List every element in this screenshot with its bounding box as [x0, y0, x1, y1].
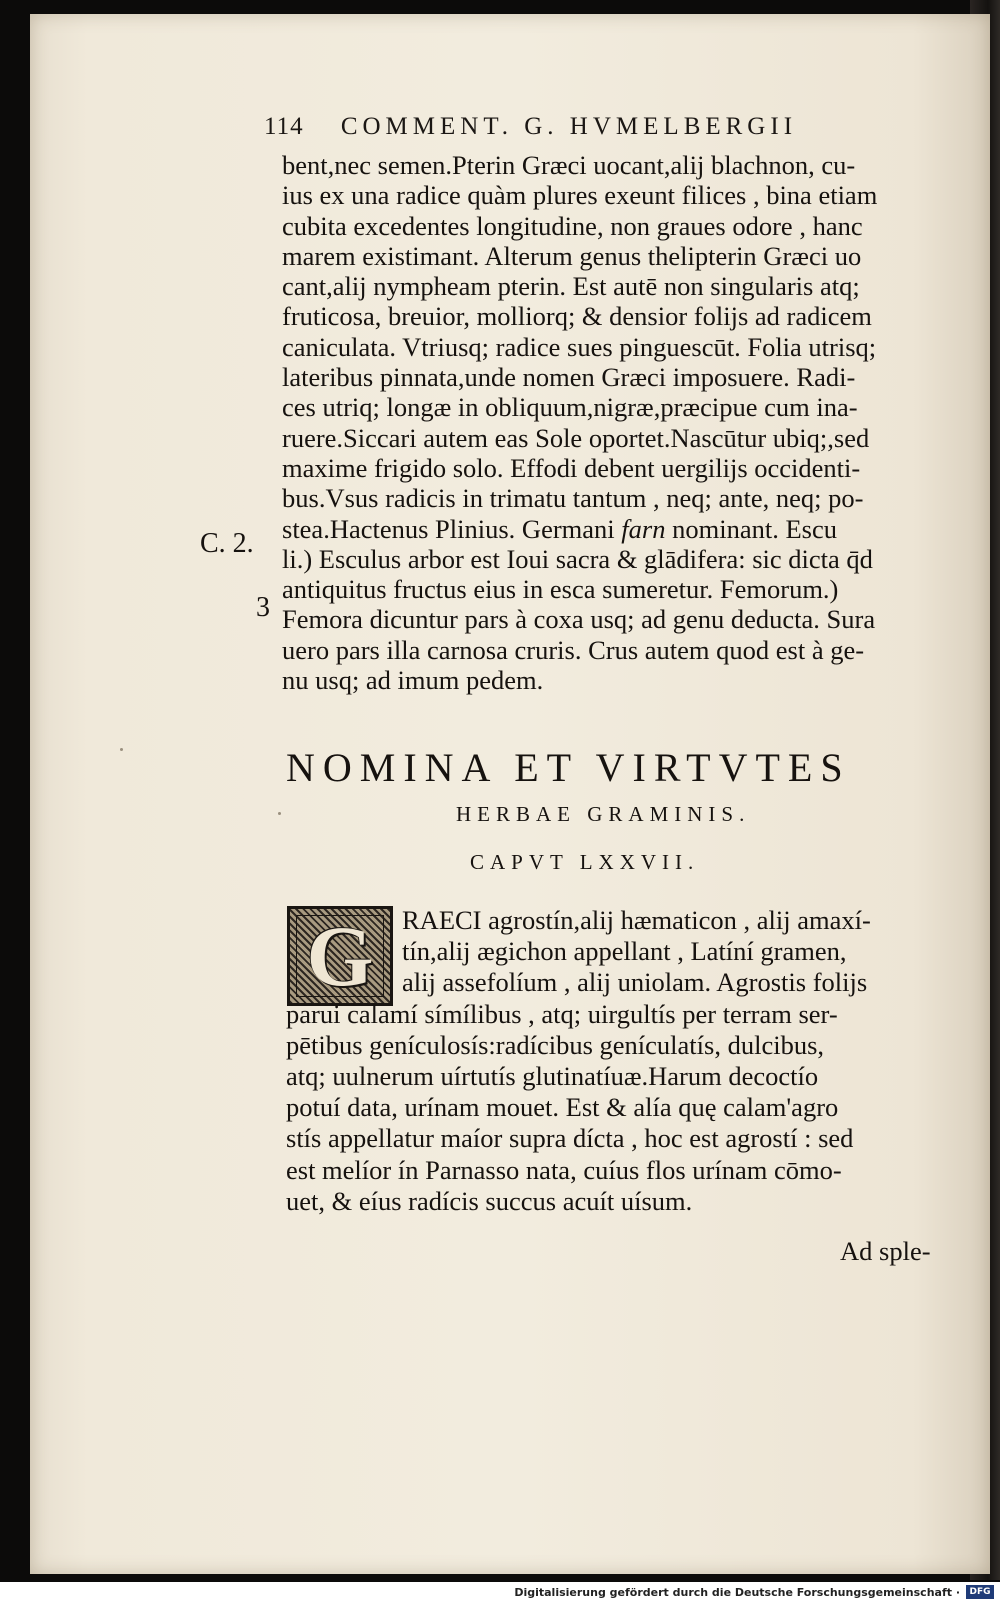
page-number: 114 — [264, 113, 304, 140]
text-line: pētibus genículosís:radícibus genículatís, dulcibus, — [286, 1029, 825, 1060]
text-line: uet, & eíus radícis succus acuít uísum. — [286, 1185, 693, 1216]
text-line: nu usq; ad imum pedem. — [282, 665, 544, 696]
initial-letter: G — [296, 915, 384, 997]
text-line: est melíor ín Parnasso nata, cuíus flos urínam cōmo- — [286, 1154, 842, 1185]
running-title: COMMENT. G. HVMELBERGII — [340, 113, 798, 140]
italic-word: farn — [621, 513, 666, 544]
text-line: bent,nec semen.Pterin Græci uocant,alij blachnon, cu- — [282, 150, 856, 180]
text-segment: stea.Hactenus Plinius. Germani — [282, 513, 622, 544]
funding-credit: Digitalisierung gefördert durch die Deutsche Forschungsgemeinschaft · — [514, 1586, 960, 1599]
chapter-subtitle: HERBAE GRAMINIS. — [456, 802, 751, 826]
text-line: Femora dicuntur pars à coxa usq; ad genu deducta. Sura — [282, 604, 876, 635]
text-line: ius ex una radice quàm plures exeunt filices , bina etiam — [282, 180, 878, 211]
chapter-text — [286, 905, 946, 1217]
margin-note-3: 3 — [256, 592, 270, 623]
text-line: bus.Vsus radicis in trimatu tantum , neq; ante, neq; po- — [282, 483, 864, 514]
chapter-number: CAPVT LXXVII. — [470, 850, 700, 874]
text-line: ruere.Siccari autem eas Sole oportet.Nascūtur ubiq;,sed — [282, 422, 870, 453]
running-head — [264, 113, 904, 141]
text-line — [282, 514, 946, 544]
text-line: parui calamí símílibus , atq; uirgultís per terram ser- — [286, 998, 838, 1029]
text-line: marem existimant. Alterum genus thelipterin Græci uo — [282, 240, 862, 271]
chapter-title: NOMINA ET VIRTVTES — [286, 745, 851, 790]
commentary-text — [282, 150, 946, 695]
text-line: maxime frigido solo. Effodi debent uergilijs occidenti- — [282, 452, 861, 483]
text-line: caniculata. Vtriusq; radice sues pinguescūt. Folia utrisq; — [282, 331, 877, 362]
text-line: uero pars illa carnosa cruris. Crus autem quod est à ge- — [282, 634, 865, 665]
text-line: atq; uulnerum uírtutís glutinatíuæ.Harum decoctío — [286, 1061, 819, 1092]
text-line: fruticosa, breuior, molliorq; & densior folijs ad radicem — [282, 301, 872, 332]
text-line: potuí data, urínam mouet. Est & alía quę calam'agro — [286, 1092, 839, 1123]
text-line: antiquitus fructus eius in esca sumeretur. Femorum.) — [282, 574, 839, 605]
text-line: tín,alij ægichon appellant , Latíní gramen, — [402, 936, 847, 967]
page-speck — [278, 812, 281, 815]
text-line: cubita excedentes longitudine, non graues odore , hanc — [282, 210, 863, 241]
text-line: RAECI agrostín,alij hæmaticon , alij amaxí- — [402, 905, 871, 935]
text-segment: nominant. Escu — [665, 513, 837, 544]
text-line: lateribus pinnata,unde nomen Græci imposuere. Radi- — [282, 362, 856, 393]
text-line: cant,alij nympheam pterin. Est autē non singularis atq; — [282, 271, 860, 302]
catchword: Ad sple- — [840, 1236, 931, 1266]
text-line: stís appellatur maíor supra dícta , hoc est agrostí : sed — [286, 1123, 854, 1154]
text-line: ces utriq; longæ in obliquum,nigræ,præcipue cum ina- — [282, 392, 858, 423]
text-line: li.) Esculus arbor est Ioui sacra & glādifera: sic dicta q̄d — [282, 543, 873, 574]
margin-note-c2: C. 2. — [200, 528, 254, 559]
text-line: alij assefolíum , alij uniolam. Agrostis folijs — [402, 967, 868, 998]
dfg-logo: DFG — [966, 1585, 994, 1599]
page-speck — [120, 748, 123, 751]
